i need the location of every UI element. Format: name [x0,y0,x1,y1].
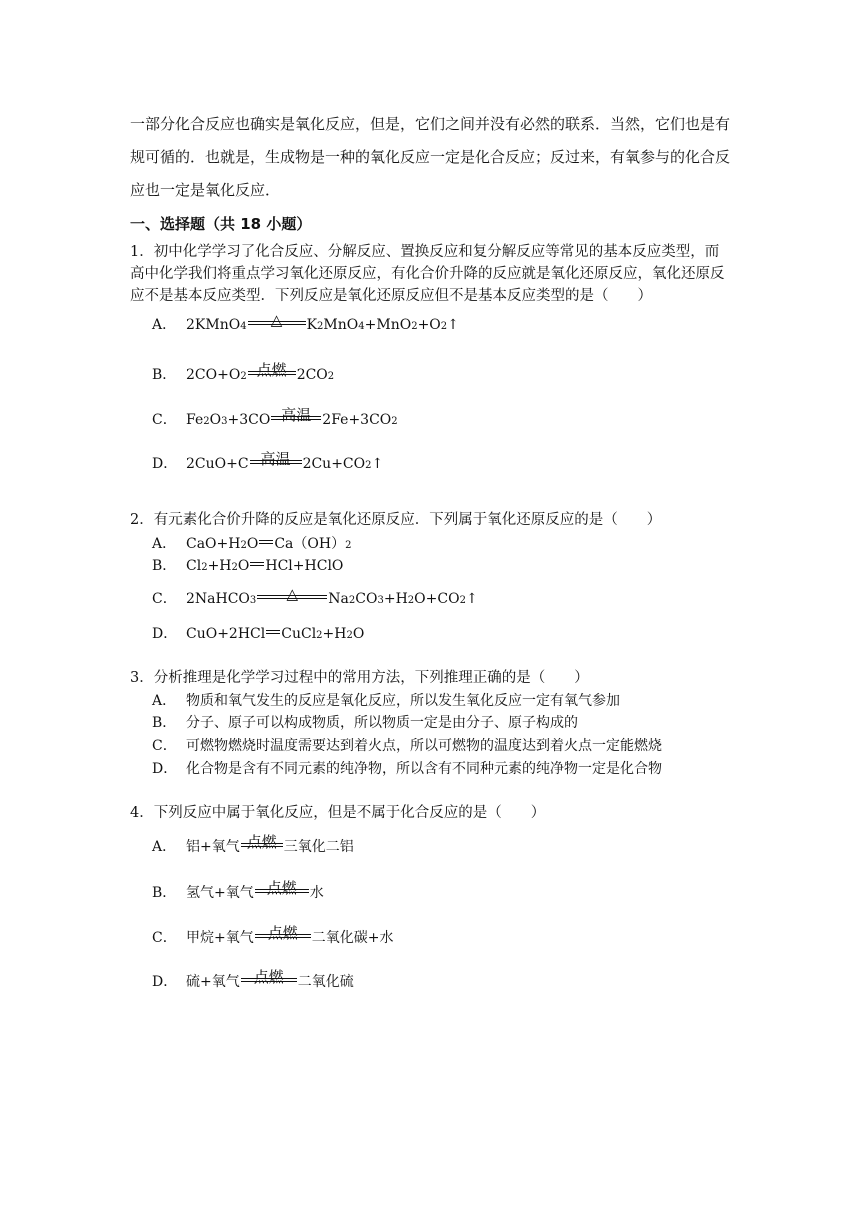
q3-option-b[interactable] [152,712,578,734]
equation: 甲烷+氧气 点燃 二氧化碳+水 [186,927,393,949]
intro-paragraph: 一部分化合反应也确实是氧化反应，但是，它们之间并没有必然的联系．当然，它们也是有规可循的．也就是，生成物是一种的氧化反应一定是化合反应；反过来，有氧参与的化合反应也一定是氧化反应． [130,115,731,199]
q3-option-d[interactable] [152,758,662,780]
option-label: C． [152,412,177,428]
q4-option-c[interactable] [152,924,394,949]
option-label: C． [152,738,177,754]
q3-option-a[interactable] [152,690,620,712]
option-text: 分子、原子可以构成物质，所以物质一定是由分子、原子构成的 [186,715,578,731]
q2-option-c[interactable] [152,585,478,610]
reaction-condition: 高温 [271,409,321,431]
q1-option-a[interactable] [152,311,459,336]
option-label: D． [152,626,178,642]
reaction-condition: 点燃 [241,836,283,858]
equation: 铝+氧气 点燃 三氧化二铝 [186,836,354,858]
q1-option-b[interactable] [152,361,335,386]
reaction-condition: 高温 [250,453,302,475]
reaction-condition: 点燃 [255,882,309,904]
equation: 硫+氧气 点燃 二氧化硫 [186,971,354,993]
option-label: D． [152,761,178,777]
question-1-stem: 1．初中化学学习了化合反应、分解反应、置换反应和复分解反应等常见的基本反应类型，而高中化学我们将重点学习氧化还原反应，有化合价升降的反应就是氧化还原反应，氧化还原反应不是基本反应类型．下列反应是氧化还原反应但不是基本反应类型的是（ ） [130,244,725,304]
option-label: B． [152,558,177,574]
q4-option-d[interactable] [152,968,354,993]
reaction-condition: △ [257,588,327,610]
option-label: B． [152,715,177,731]
equation: 2CuO+C 高温 2Cu+CO 2 ↑ [186,453,383,477]
q4-option-b[interactable] [152,879,324,904]
option-label: D． [152,456,178,472]
equation: 2CO+O 2 点燃 2CO 2 [186,364,334,388]
question-4-stem: 4．下列反应中属于氧化反应，但是不属于化合反应的是（ ） [130,805,546,821]
option-label: B． [152,367,177,383]
option-text: 可燃物燃烧时温度需要达到着火点，所以可燃物的温度达到着火点一定能燃烧 [186,738,662,754]
equation: CuO+2HCl CuCl $_2$ +H 2 O [186,626,365,642]
option-label: B． [152,885,177,901]
equation: CaO+H 2 O Ca（OH） $_2$ [186,536,352,552]
reaction-condition: 点燃 [255,927,311,949]
option-label: D． [152,974,178,990]
option-label: A． [152,839,177,855]
equation: 2KMnO 4 △ K 2 MnO 4 +MnO 2 +O 2 ↑ [186,314,459,338]
reaction-condition: △ [248,314,306,336]
option-label: A． [152,317,177,333]
q4-option-a[interactable] [152,833,354,858]
option-label: A． [152,693,177,709]
reaction-condition: 点燃 [248,364,296,386]
section-heading: 一、选择题（共 18 小题） [130,215,312,233]
option-label: C． [152,591,177,607]
q2-option-a[interactable] [152,533,351,555]
question-3-stem: 3．分析推理是化学学习过程中的常用方法，下列推理正确的是（ ） [130,670,589,686]
option-text: 物质和氧气发生的反应是氧化反应，所以发生氧化反应一定有氧气参加 [186,693,620,709]
equation: Cl 2 +H 2 O HCl+HClO [186,558,344,574]
equation: 2NaHCO 3 △ Na 2 CO 3 +H 2 O+CO 2 ↑ [186,588,478,612]
q1-option-c[interactable] [152,406,398,431]
question-2-stem: 2．有元素化合价升降的反应是氧化还原反应．下列属于氧化还原反应的是（ ） [130,512,662,528]
q1-option-d[interactable] [152,450,384,475]
equation: 氢气+氧气 点燃 水 [186,882,324,904]
equation: Fe 2 O 3 +3CO 高温 2Fe+3CO 2 [186,409,398,433]
option-label: C． [152,930,177,946]
q3-option-c[interactable] [152,735,662,757]
reaction-condition: 点燃 [241,971,297,993]
option-label: A． [152,536,177,552]
option-text: 化合物是含有不同元素的纯净物，所以含有不同种元素的纯净物一定是化合物 [186,761,662,777]
q2-option-d[interactable] [152,623,364,645]
q2-option-b[interactable] [152,555,343,577]
